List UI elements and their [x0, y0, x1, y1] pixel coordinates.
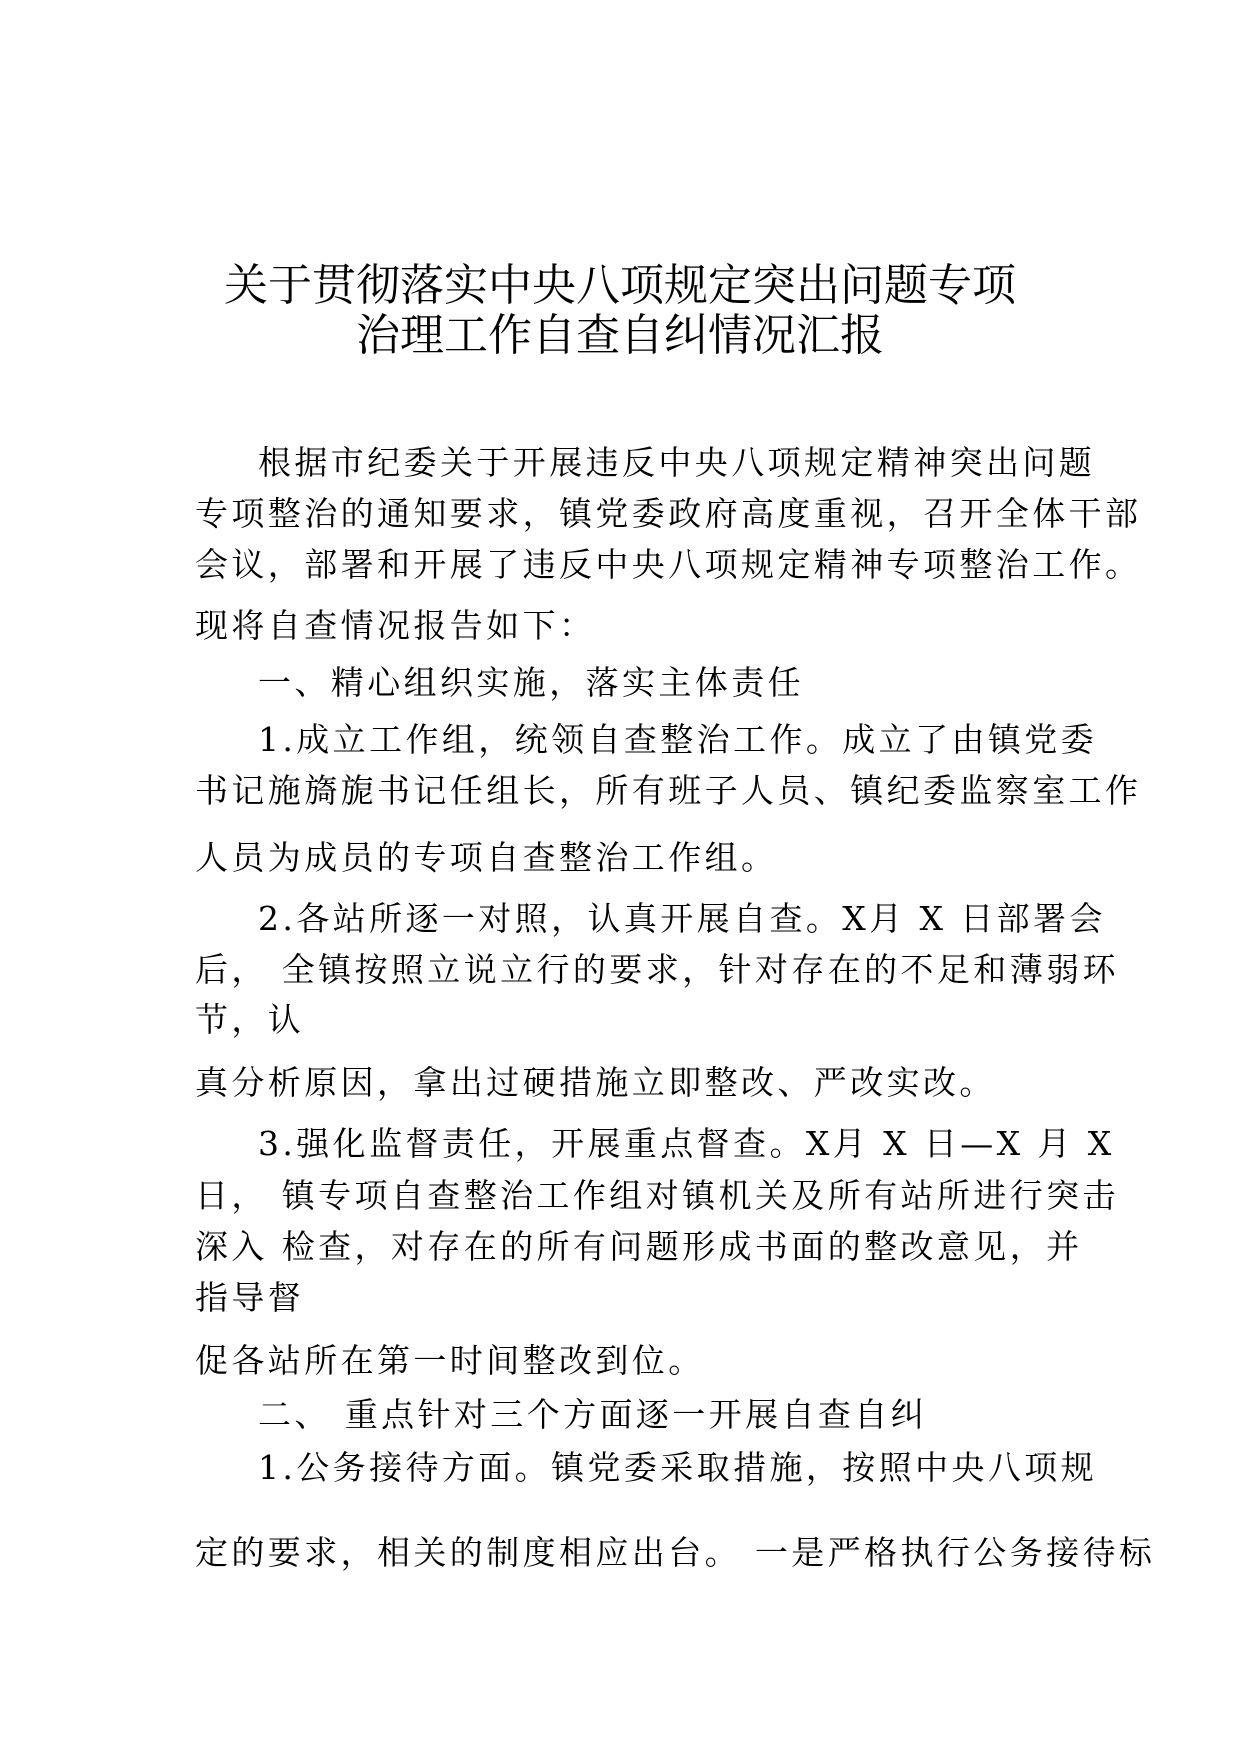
body-line: 1.成立工作组，统领自查整治工作。成立了由镇党委 — [258, 720, 1098, 759]
body-line: 节，认 — [195, 1000, 305, 1039]
body-line: 定的要求，相关的制度相应出台。 一是严格执行公务接待标 — [195, 1533, 1156, 1572]
body-line: 指导督 — [195, 1278, 305, 1317]
body-line: 后， 全镇按照立说立行的要求，针对存在的不足和薄弱环 — [195, 950, 1119, 989]
body-line: 书记施旖旎书记任组长，所有班子人员、镇纪委监察室工作 — [195, 771, 1142, 810]
body-line: 会议，部署和开展了违反中央八项规定精神专项整治工作。 — [195, 545, 1142, 584]
document-title-line-1: 关于贯彻落实中央八项规定突出问题专项 — [224, 260, 1016, 311]
section-heading: 一、精心组织实施，落实主体责任 — [258, 663, 804, 702]
section-heading: 二、 重点针对三个方面逐一开展自查自纠 — [258, 1395, 928, 1434]
body-line: 深入 检查，对存在的所有问题形成书面的整改意见，并 — [195, 1227, 1083, 1266]
body-line: 日， 镇专项自查整治工作组对镇机关及所有站所进行突击 — [195, 1176, 1119, 1215]
body-line: 促各站所在第一时间整改到位。 — [195, 1341, 705, 1380]
body-line: 根据市纪委关于开展违反中央八项规定精神突出问题 — [258, 443, 1096, 482]
body-line: 现将自查情况报告如下： — [195, 606, 596, 645]
body-line: 1.公务接待方面。镇党委采取措施，按照中央八项规 — [258, 1448, 1098, 1487]
body-line: 3.强化监督责任，开展重点督查。X月 X 日—X 月 X — [258, 1124, 1115, 1163]
document-title-line-2: 治理工作自查自纠情况汇报 — [356, 310, 884, 361]
body-line: 人员为成员的专项自查整治工作组。 — [195, 838, 778, 877]
body-line: 真分析原因，拿出过硬措施立即整改、严改实改。 — [195, 1063, 996, 1102]
body-line: 2.各站所逐一对照，认真开展自查。X月 X 日部署会 — [258, 899, 1106, 938]
body-line: 专项整治的通知要求，镇党委政府高度重视，召开全体干部 — [195, 494, 1142, 533]
